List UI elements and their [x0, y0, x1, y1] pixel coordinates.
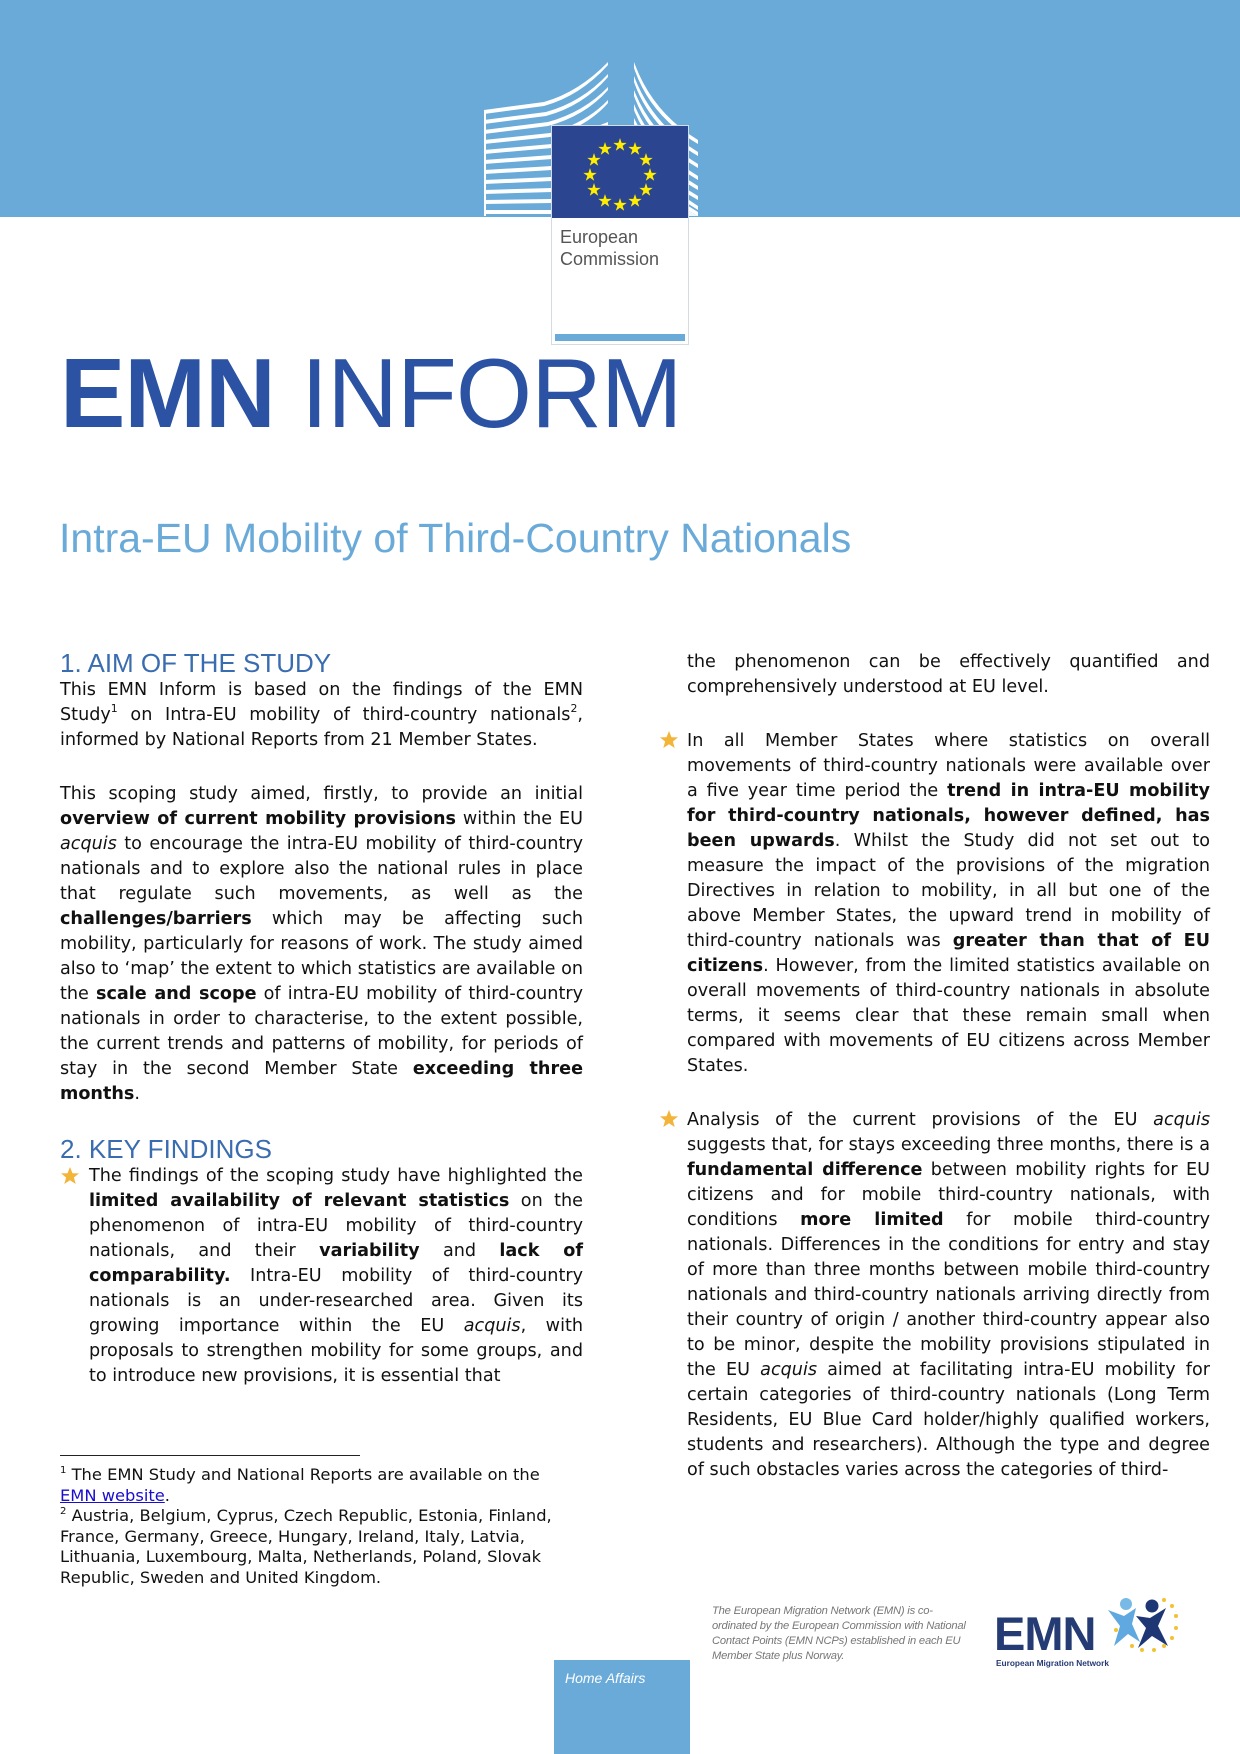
section-heading-aim: 1. AIM OF THE STUDY [60, 648, 332, 678]
footnote-ref-2[interactable]: 2 [570, 702, 578, 716]
document-subtitle: Intra-EU Mobility of Third-Country Nationals [59, 515, 852, 561]
european-commission-logo [484, 62, 698, 282]
star-icon [659, 1109, 679, 1129]
emn-logo [994, 1594, 1179, 1674]
emn-logo-tagline: European Migration Network [996, 1658, 1109, 1668]
home-affairs-label: Home Affairs [565, 1670, 646, 1686]
footnotes [60, 1465, 580, 1588]
title-light: INFORM [301, 338, 682, 448]
eu-flag-icon [552, 126, 688, 218]
finding-1-continued: the phenomenon can be effectively quantified and comprehensively understood at EU level. [687, 652, 1210, 697]
section-heading-findings: 2. KEY FINDINGS [60, 1134, 272, 1164]
footnote-divider [60, 1455, 360, 1456]
footnote-ref-1[interactable]: 1 [110, 702, 118, 716]
emn-logo-wordmark: EMN [994, 1607, 1096, 1660]
finding-item: In all Member States where statistics on overall movements of third-country nationals were available over a five year time period the trend in intra-EU mobility for third-country nationals, however defined, has been upwards. Whilst the Study did not set out to measure the impact of the provisions of the migration Directives in relation to mobility, in all but one of the above Member States, the upward trend in mobility of third-country nationals was greater than that of EU citizens. However, from the limited statistics available on overall movements of third-country nationals in absolute terms, it seems clear that these remain small when compared with movements of EU citizens across Member States. [687, 729, 1210, 1079]
home-affairs-tab [554, 1660, 690, 1754]
finding-item: The findings of the scoping study have highlighted the limited availability of relevant statistics on the phenomenon of intra-EU mobility of third-country nationals, and their variability and lack of comparability. Intra-EU mobility of third-country nationals is an under-researched area. Given its growing importance within the EU acquis, with proposals to strengthen mobility for some groups, and to introduce new provisions, it is essential that [60, 1164, 583, 1389]
star-icon [659, 730, 679, 750]
finding-item: Analysis of the current provisions of the EU acquis suggests that, for stays exceeding three months, there is a fundamental difference between mobility rights for EU citizens and for mobile third-country nationals, with conditions more limited for mobile third-country nationals. Differences in the conditions for entry and stay of more than three months between mobile third-country nationals and third-country nationals arriving directly from their country of origin / another third-country appear also to be minor, despite the mobility provisions stipulated in the EU acquis aimed at facilitating intra-EU mobility for certain categories of third-country nationals (Long Term Residents, EU Blue Card holder/highly qualified workers, students and researchers). Although the type and degree of such obstacles varies across the categories of third- [687, 1108, 1210, 1483]
emn-website-link[interactable]: EMN website [60, 1485, 165, 1505]
aim-paragraph-2: This scoping study aimed, firstly, to provide an initial overview of current mobility provisions within the EU acquis to encourage the intra-EU mobility of third-country nationals and to explore also the national rules in place that regulate such movements, as well as the challenges/barriers which may be affecting such mobility, particularly for reasons of work. The study aimed also to ‘map’ the extent to which statistics are available on the scale and scope of intra-EU mobility of third-country nationals in order to characterise, to the extent possible, the current trends and patterns of mobility, for periods of stay in the second Member State exceeding three months. [60, 784, 584, 1104]
footnote-2: $^2$ Austria, Belgium, Cyprus, Czech Republic, Estonia, Finland, France, Germany, Greece, Hungary, Ireland, Italy, Latvia, Lithuania, Luxembourg, Malta, Netherlands, Poland, Slovak Republic, Sweden and United Kingdom. [60, 1505, 552, 1587]
ec-logo-box [552, 126, 688, 344]
emn-coordination-note: The European Migration Network (EMN) is co-ordinated by the European Commission with National Contact Points (EMN NCPs) established in each EU Member State plus Norway. [712, 1605, 966, 1662]
document-title [60, 338, 682, 448]
right-column [687, 650, 1210, 1483]
ec-logo-text: European Commission [560, 227, 660, 269]
emn-figures-icon [1106, 1594, 1182, 1664]
left-column [60, 648, 583, 1389]
title-bold: EMN [60, 338, 275, 448]
footnote-1: $^1$ The EMN Study and National Reports are available on the EMN website. [60, 1464, 540, 1505]
aim-paragraph-1: This EMN Inform is based on the findings of the EMN Study$^1$ on Intra-EU mobility of third-country nationals$^2$, informed by National Reports from 21 Member States. [60, 680, 583, 750]
star-icon [60, 1166, 80, 1186]
